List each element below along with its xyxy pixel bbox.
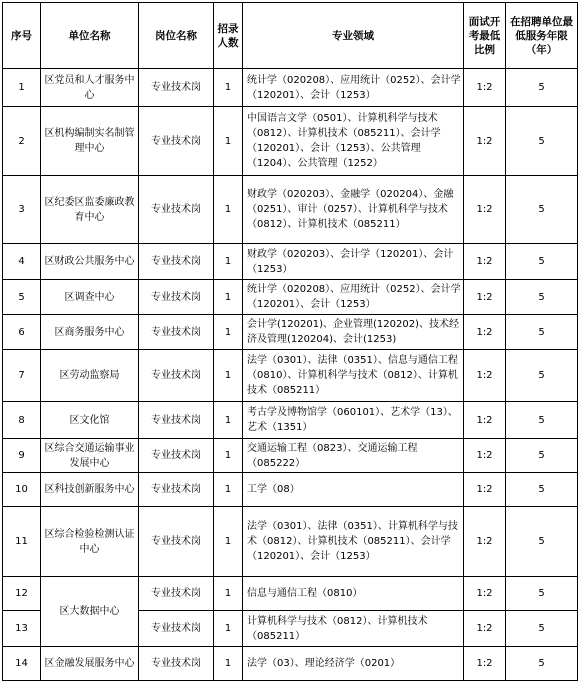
ratio-cell: 1:2	[464, 107, 506, 176]
ratio-cell: 1:2	[464, 473, 506, 507]
years-cell: 5	[506, 402, 578, 439]
seq-cell: 2	[3, 107, 41, 176]
unit-cell: 区文化馆	[41, 402, 139, 439]
table-row	[3, 176, 578, 244]
table-row	[3, 577, 578, 611]
field-cell: 统计学（020208）、应用统计（0252）、会计学（120201）、会计（1253）	[243, 280, 464, 315]
years-cell: 5	[506, 176, 578, 244]
seq-cell: 6	[3, 315, 41, 350]
ratio-cell: 1:2	[464, 176, 506, 244]
ratio-cell: 1:2	[464, 280, 506, 315]
years-cell: 5	[506, 69, 578, 107]
seq-cell: 3	[3, 176, 41, 244]
count-cell: 1	[214, 647, 243, 681]
seq-cell: 1	[3, 69, 41, 107]
post-cell: 专业技术岗	[139, 176, 214, 244]
ratio-cell: 1:2	[464, 244, 506, 280]
unit-cell: 区纪委区监委廉政教育中心	[41, 176, 139, 244]
ratio-cell: 1:2	[464, 611, 506, 647]
ratio-cell: 1:2	[464, 577, 506, 611]
unit-cell: 区金融发展服务中心	[41, 647, 139, 681]
header-post: 岗位名称	[139, 3, 214, 69]
unit-cell: 区机构编制实名制管理中心	[41, 107, 139, 176]
field-cell: 会计学(120201)、企业管理(120202)、技术经济及管理(120204)、会计(1253)	[243, 315, 464, 350]
ratio-cell: 1:2	[464, 402, 506, 439]
header-unit: 单位名称	[41, 3, 139, 69]
seq-cell: 4	[3, 244, 41, 280]
seq-cell: 14	[3, 647, 41, 681]
post-cell: 专业技术岗	[139, 107, 214, 176]
years-cell: 5	[506, 244, 578, 280]
header-count: 招录人数	[214, 3, 243, 69]
post-cell: 专业技术岗	[139, 315, 214, 350]
unit-cell: 区综合交通运输事业发展中心	[41, 439, 139, 473]
unit-cell: 区大数据中心	[41, 577, 139, 647]
table-row	[3, 647, 578, 681]
table-row	[3, 244, 578, 280]
seq-cell: 13	[3, 611, 41, 647]
unit-cell: 区综合检验检测认证中心	[41, 507, 139, 577]
count-cell: 1	[214, 577, 243, 611]
count-cell: 1	[214, 402, 243, 439]
post-cell: 专业技术岗	[139, 577, 214, 611]
count-cell: 1	[214, 315, 243, 350]
field-cell: 计算机科学与技术（0812）、计算机技术（085211）	[243, 611, 464, 647]
header-seq: 序号	[3, 3, 41, 69]
ratio-cell: 1:2	[464, 315, 506, 350]
post-cell: 专业技术岗	[139, 402, 214, 439]
table-row	[3, 280, 578, 315]
years-cell: 5	[506, 647, 578, 681]
seq-cell: 7	[3, 350, 41, 402]
seq-cell: 5	[3, 280, 41, 315]
table-row	[3, 315, 578, 350]
table-row	[3, 107, 578, 176]
unit-cell: 区科技创新服务中心	[41, 473, 139, 507]
ratio-cell: 1:2	[464, 350, 506, 402]
unit-cell: 区财政公共服务中心	[41, 244, 139, 280]
years-cell: 5	[506, 280, 578, 315]
field-cell: 考古学及博物馆学（060101）、艺术学（13）、艺术（1351）	[243, 402, 464, 439]
table-row	[3, 507, 578, 577]
table-row	[3, 350, 578, 402]
post-cell: 专业技术岗	[139, 439, 214, 473]
count-cell: 1	[214, 107, 243, 176]
seq-cell: 11	[3, 507, 41, 577]
years-cell: 5	[506, 473, 578, 507]
ratio-cell: 1:2	[464, 439, 506, 473]
field-cell: 法学（0301）、法律（0351）、计算机科学与技术（0812）、计算机技术（085211）、会计学（120201）、会计（1253）	[243, 507, 464, 577]
field-cell: 法学（0301）、法律（0351）、信息与通信工程（0810）、计算机科学与技术（0812）、计算机技术（085211）	[243, 350, 464, 402]
seq-cell: 10	[3, 473, 41, 507]
recruitment-table	[2, 2, 578, 695]
count-cell: 1	[214, 350, 243, 402]
ratio-cell: 1:2	[464, 69, 506, 107]
header-row	[3, 3, 578, 69]
seq-cell: 8	[3, 402, 41, 439]
field-cell: 财政学（020203）、会计学（120201）、会计（1253）	[243, 244, 464, 280]
recruitment-table-grid	[2, 2, 578, 681]
post-cell: 专业技术岗	[139, 244, 214, 280]
field-cell: 法学（03）、理论经济学（0201）	[243, 647, 464, 681]
field-cell: 中国语言文学（0501）、计算机科学与技术（0812）、计算机技术（085211）、会计学（120201）、会计（1253）、公共管理（1204）、公共管理（1252）	[243, 107, 464, 176]
post-cell: 专业技术岗	[139, 280, 214, 315]
count-cell: 1	[214, 280, 243, 315]
table-row	[3, 69, 578, 107]
unit-cell: 区劳动监察局	[41, 350, 139, 402]
field-cell: 财政学（020203）、金融学（020204）、金融（0251）、审计（0257）、计算机科学与技术（0812）、计算机技术（085211）	[243, 176, 464, 244]
count-cell: 1	[214, 69, 243, 107]
count-cell: 1	[214, 507, 243, 577]
count-cell: 1	[214, 176, 243, 244]
post-cell: 专业技术岗	[139, 647, 214, 681]
count-cell: 1	[214, 611, 243, 647]
post-cell: 专业技术岗	[139, 350, 214, 402]
count-cell: 1	[214, 439, 243, 473]
years-cell: 5	[506, 507, 578, 577]
years-cell: 5	[506, 577, 578, 611]
years-cell: 5	[506, 611, 578, 647]
post-cell: 专业技术岗	[139, 507, 214, 577]
years-cell: 5	[506, 315, 578, 350]
post-cell: 专业技术岗	[139, 611, 214, 647]
count-cell: 1	[214, 244, 243, 280]
field-cell: 交通运输工程（0823）、交通运输工程（085222）	[243, 439, 464, 473]
ratio-cell: 1:2	[464, 647, 506, 681]
table-row	[3, 439, 578, 473]
unit-cell: 区商务服务中心	[41, 315, 139, 350]
header-field: 专业领域	[243, 3, 464, 69]
years-cell: 5	[506, 350, 578, 402]
table-row	[3, 402, 578, 439]
post-cell: 专业技术岗	[139, 473, 214, 507]
field-cell: 信息与通信工程（0810）	[243, 577, 464, 611]
header-years: 在招聘单位最低服务年限（年）	[506, 3, 578, 69]
years-cell: 5	[506, 439, 578, 473]
ratio-cell: 1:2	[464, 507, 506, 577]
years-cell: 5	[506, 107, 578, 176]
field-cell: 统计学（020208）、应用统计（0252）、会计学（120201）、会计（1253）	[243, 69, 464, 107]
unit-cell: 区调查中心	[41, 280, 139, 315]
header-ratio: 面试开考最低比例	[464, 3, 506, 69]
seq-cell: 9	[3, 439, 41, 473]
field-cell: 工学（08）	[243, 473, 464, 507]
unit-cell: 区党员和人才服务中心	[41, 69, 139, 107]
count-cell: 1	[214, 473, 243, 507]
table-row	[3, 473, 578, 507]
seq-cell: 12	[3, 577, 41, 611]
post-cell: 专业技术岗	[139, 69, 214, 107]
